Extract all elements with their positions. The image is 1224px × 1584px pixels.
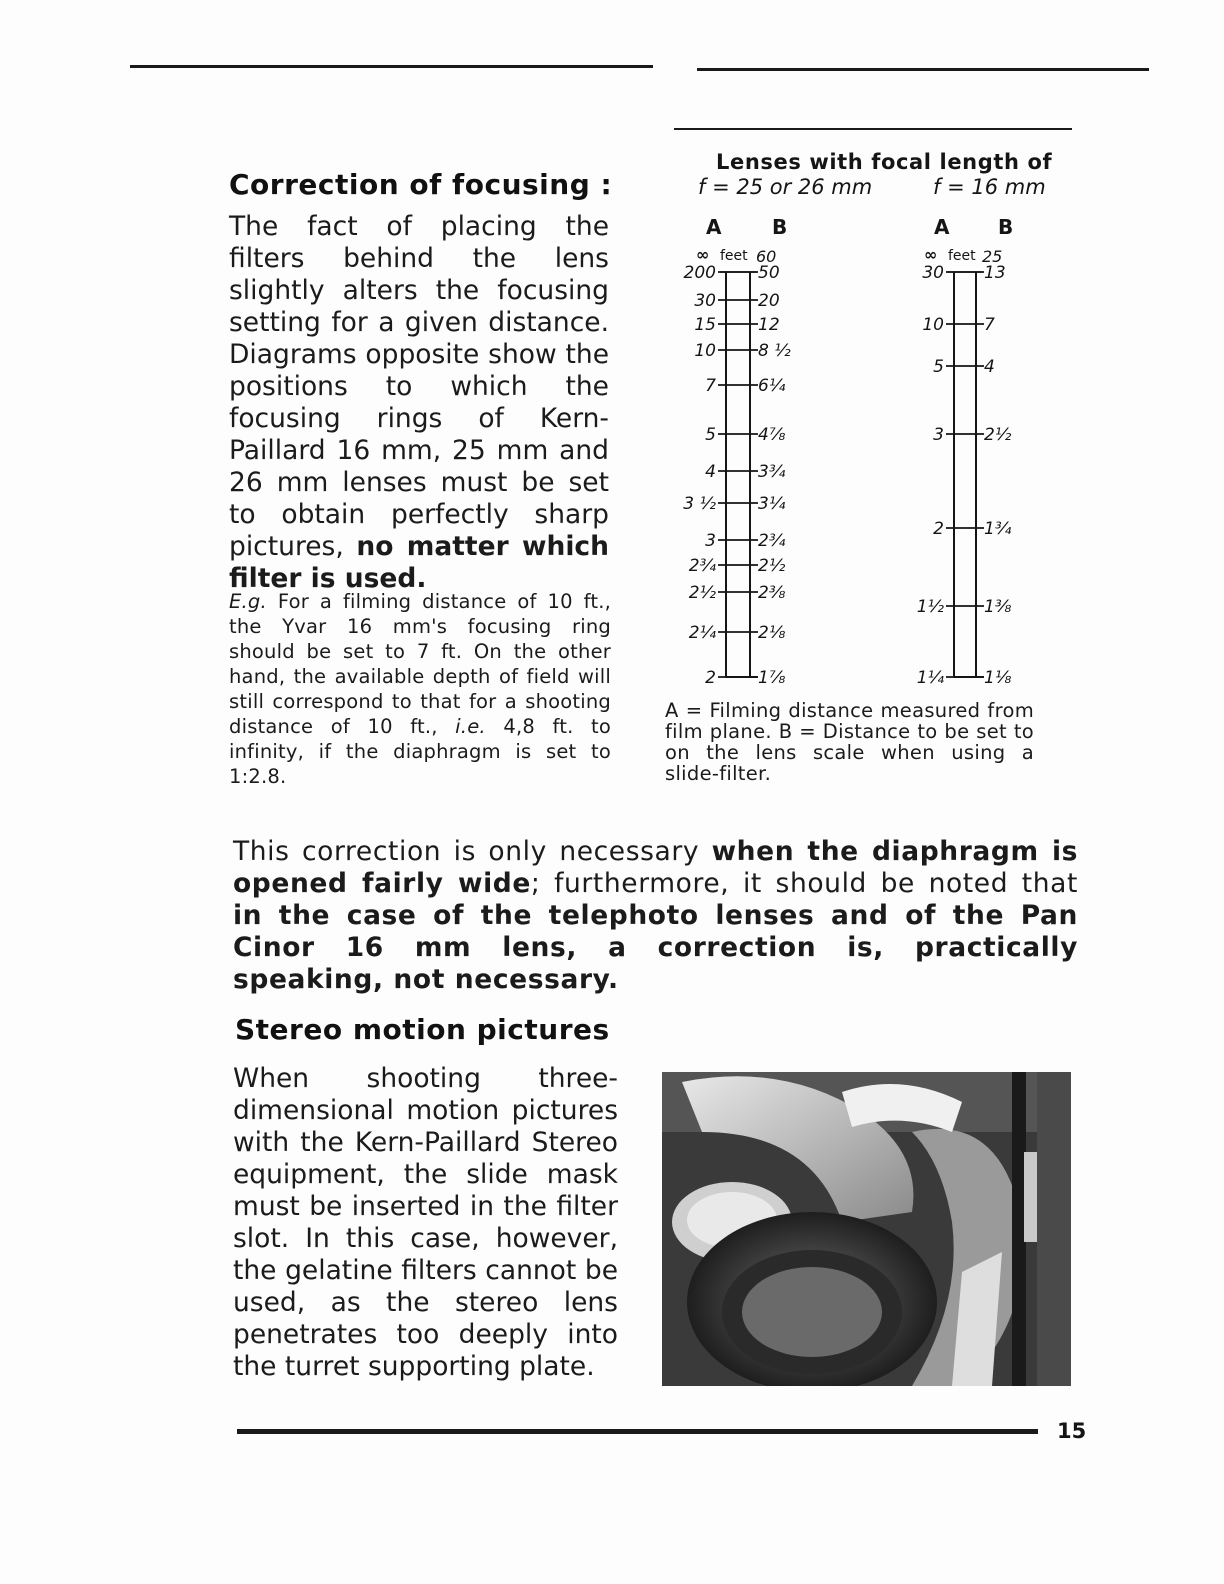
scale-0-unit: feet xyxy=(720,248,748,264)
scale-1-b-label-6: 1⅛ xyxy=(984,668,1012,688)
scale-1-a-label-1: 10 xyxy=(922,315,944,335)
scale-0-top-b: 60 xyxy=(756,247,777,266)
scale-1-b-label-4: 1¾ xyxy=(984,519,1012,539)
scale-1-b-label-2: 4 xyxy=(984,357,995,377)
scale-0-a-label-6: 4 xyxy=(705,462,716,482)
focus-scales-diagram xyxy=(660,210,1060,700)
scale-1-b-label-5: 1⅜ xyxy=(984,597,1012,617)
top-rule-right xyxy=(697,68,1149,71)
bottom-rule xyxy=(237,1429,1038,1434)
correction-body-bold: no matter which filter is used. xyxy=(229,531,609,594)
correction-note xyxy=(233,836,1078,996)
scale-1-b-label-0: 13 xyxy=(984,263,1006,283)
scale-0-a-label-3: 10 xyxy=(694,341,716,361)
example-tail: 4,8 ft. to infinity, if the diaphragm is set to 1:2.8. xyxy=(229,715,611,788)
scale-0-b-label-12: 1⅞ xyxy=(758,668,786,688)
scale-1-a-label-4: 2 xyxy=(933,519,944,539)
scale-1-col-b-header: B xyxy=(998,215,1014,239)
scale-1-a-label-6: 1¼ xyxy=(916,668,944,688)
scale-1-a-label-0: 30 xyxy=(922,263,944,283)
top-rule-left xyxy=(130,65,653,68)
note-bold-2: in the case of the telephoto lenses and of the Pan Cinor 16 mm lens, a correction is, practically speaking, not necessary. xyxy=(233,900,1078,995)
chart-title: Lenses with focal length of xyxy=(716,150,1053,174)
camera-photo xyxy=(662,1072,1071,1386)
scale-0-a-label-7: 3 ½ xyxy=(683,494,716,514)
scale-0-a-label-4: 7 xyxy=(705,376,716,396)
scale-0-a-label-12: 2 xyxy=(705,668,716,688)
camera-photo-image xyxy=(662,1072,1071,1386)
scale-1-unit: feet xyxy=(948,248,976,264)
chart-top-rule xyxy=(674,128,1072,130)
scale-0-a-label-0: 200 xyxy=(683,263,716,283)
chart-lens-label-2: f = 16 mm xyxy=(933,175,1046,199)
scale-1-infinity: ∞ xyxy=(924,245,938,264)
scale-0-b-label-2: 12 xyxy=(758,315,780,335)
scale-0-b-label-6: 3¾ xyxy=(758,462,786,482)
scale-0-infinity: ∞ xyxy=(696,245,710,264)
scale-0-a-label-1: 30 xyxy=(694,291,716,311)
scale-0-a-label-5: 5 xyxy=(705,425,716,445)
scale-1-a-label-2: 5 xyxy=(933,357,944,377)
stereo-title: Stereo motion pictures xyxy=(235,1013,610,1046)
scale-0-b-label-4: 6¼ xyxy=(758,376,786,396)
example-lead: E.g. xyxy=(229,590,267,613)
example-ie: i.e. xyxy=(455,715,486,738)
note-bold-1: when the diaphragm is opened fairly wide xyxy=(233,836,1078,899)
scale-1-a-label-3: 3 xyxy=(933,425,944,445)
note-text-2: ; furthermore, it should be noted that xyxy=(530,868,1078,899)
scale-0-b-label-7: 3¼ xyxy=(758,494,786,514)
example-body: For a filming distance of 10 ft., the Yvar 16 mm's focusing ring should be set to 7 ft. On the other hand, the available depth of field will still correspond to that for a shooting distance of 10 ft., xyxy=(229,590,611,738)
scale-0-col-b-header: B xyxy=(772,215,788,239)
scale-0-b-label-11: 2⅛ xyxy=(758,623,786,643)
scale-1-b-label-1: 7 xyxy=(984,315,995,335)
correction-body-text: The fact of placing the filters behind the lens slightly alters the focusing setting for a given distance. Diagrams opposite show the positions to which the focusing rings of Kern-Paillard 16 mm, 25 mm and 26 mm lenses must be set to obtain perfectly sharp pictures, xyxy=(229,211,609,562)
scale-0-a-label-9: 2¾ xyxy=(688,556,716,576)
page-number: 15 xyxy=(1057,1419,1087,1443)
scale-0-b-label-0: 50 xyxy=(758,263,780,283)
scale-0-a-label-10: 2½ xyxy=(688,583,716,603)
scale-0-b-label-10: 2⅜ xyxy=(758,583,786,603)
scale-0-b-label-8: 2¾ xyxy=(758,531,786,551)
scale-0-col-a-header: A xyxy=(706,215,722,239)
scale-0-a-label-2: 15 xyxy=(694,315,716,335)
stereo-body: When shooting three-dimensional motion pictures with the Kern-Paillard Stereo equipment, the slide mask must be inserted in the filter slot. In this case, however, the gelatine filters cannot be used, as the stereo lens penetrates too deeply into the turret supporting plate. xyxy=(233,1063,618,1382)
scale-0-a-label-8: 3 xyxy=(705,531,716,551)
scale-1-top-b: 25 xyxy=(982,247,1003,266)
scale-0-b-label-5: 4⅞ xyxy=(758,425,786,445)
scale-0-b-label-1: 20 xyxy=(758,291,780,311)
note-text-1: This correction is only necessary xyxy=(233,836,700,867)
example-paragraph xyxy=(229,589,611,789)
chart-legend: A = Filming distance measured from film plane. B = Distance to be set to on the lens scale when using a slide-filter. xyxy=(665,699,1034,785)
scale-1-col-a-header: A xyxy=(934,215,950,239)
correction-title: Correction of focusing : xyxy=(229,168,613,201)
scale-0-b-label-3: 8 ½ xyxy=(758,341,791,361)
scale-0-a-label-11: 2¼ xyxy=(688,623,716,643)
scale-0-b-label-9: 2½ xyxy=(758,556,786,576)
scale-1-a-label-5: 1½ xyxy=(916,597,944,617)
scale-1-b-label-3: 2½ xyxy=(984,425,1012,445)
correction-body xyxy=(229,211,609,595)
chart-lens-label-1: f = 25 or 26 mm xyxy=(698,175,873,199)
